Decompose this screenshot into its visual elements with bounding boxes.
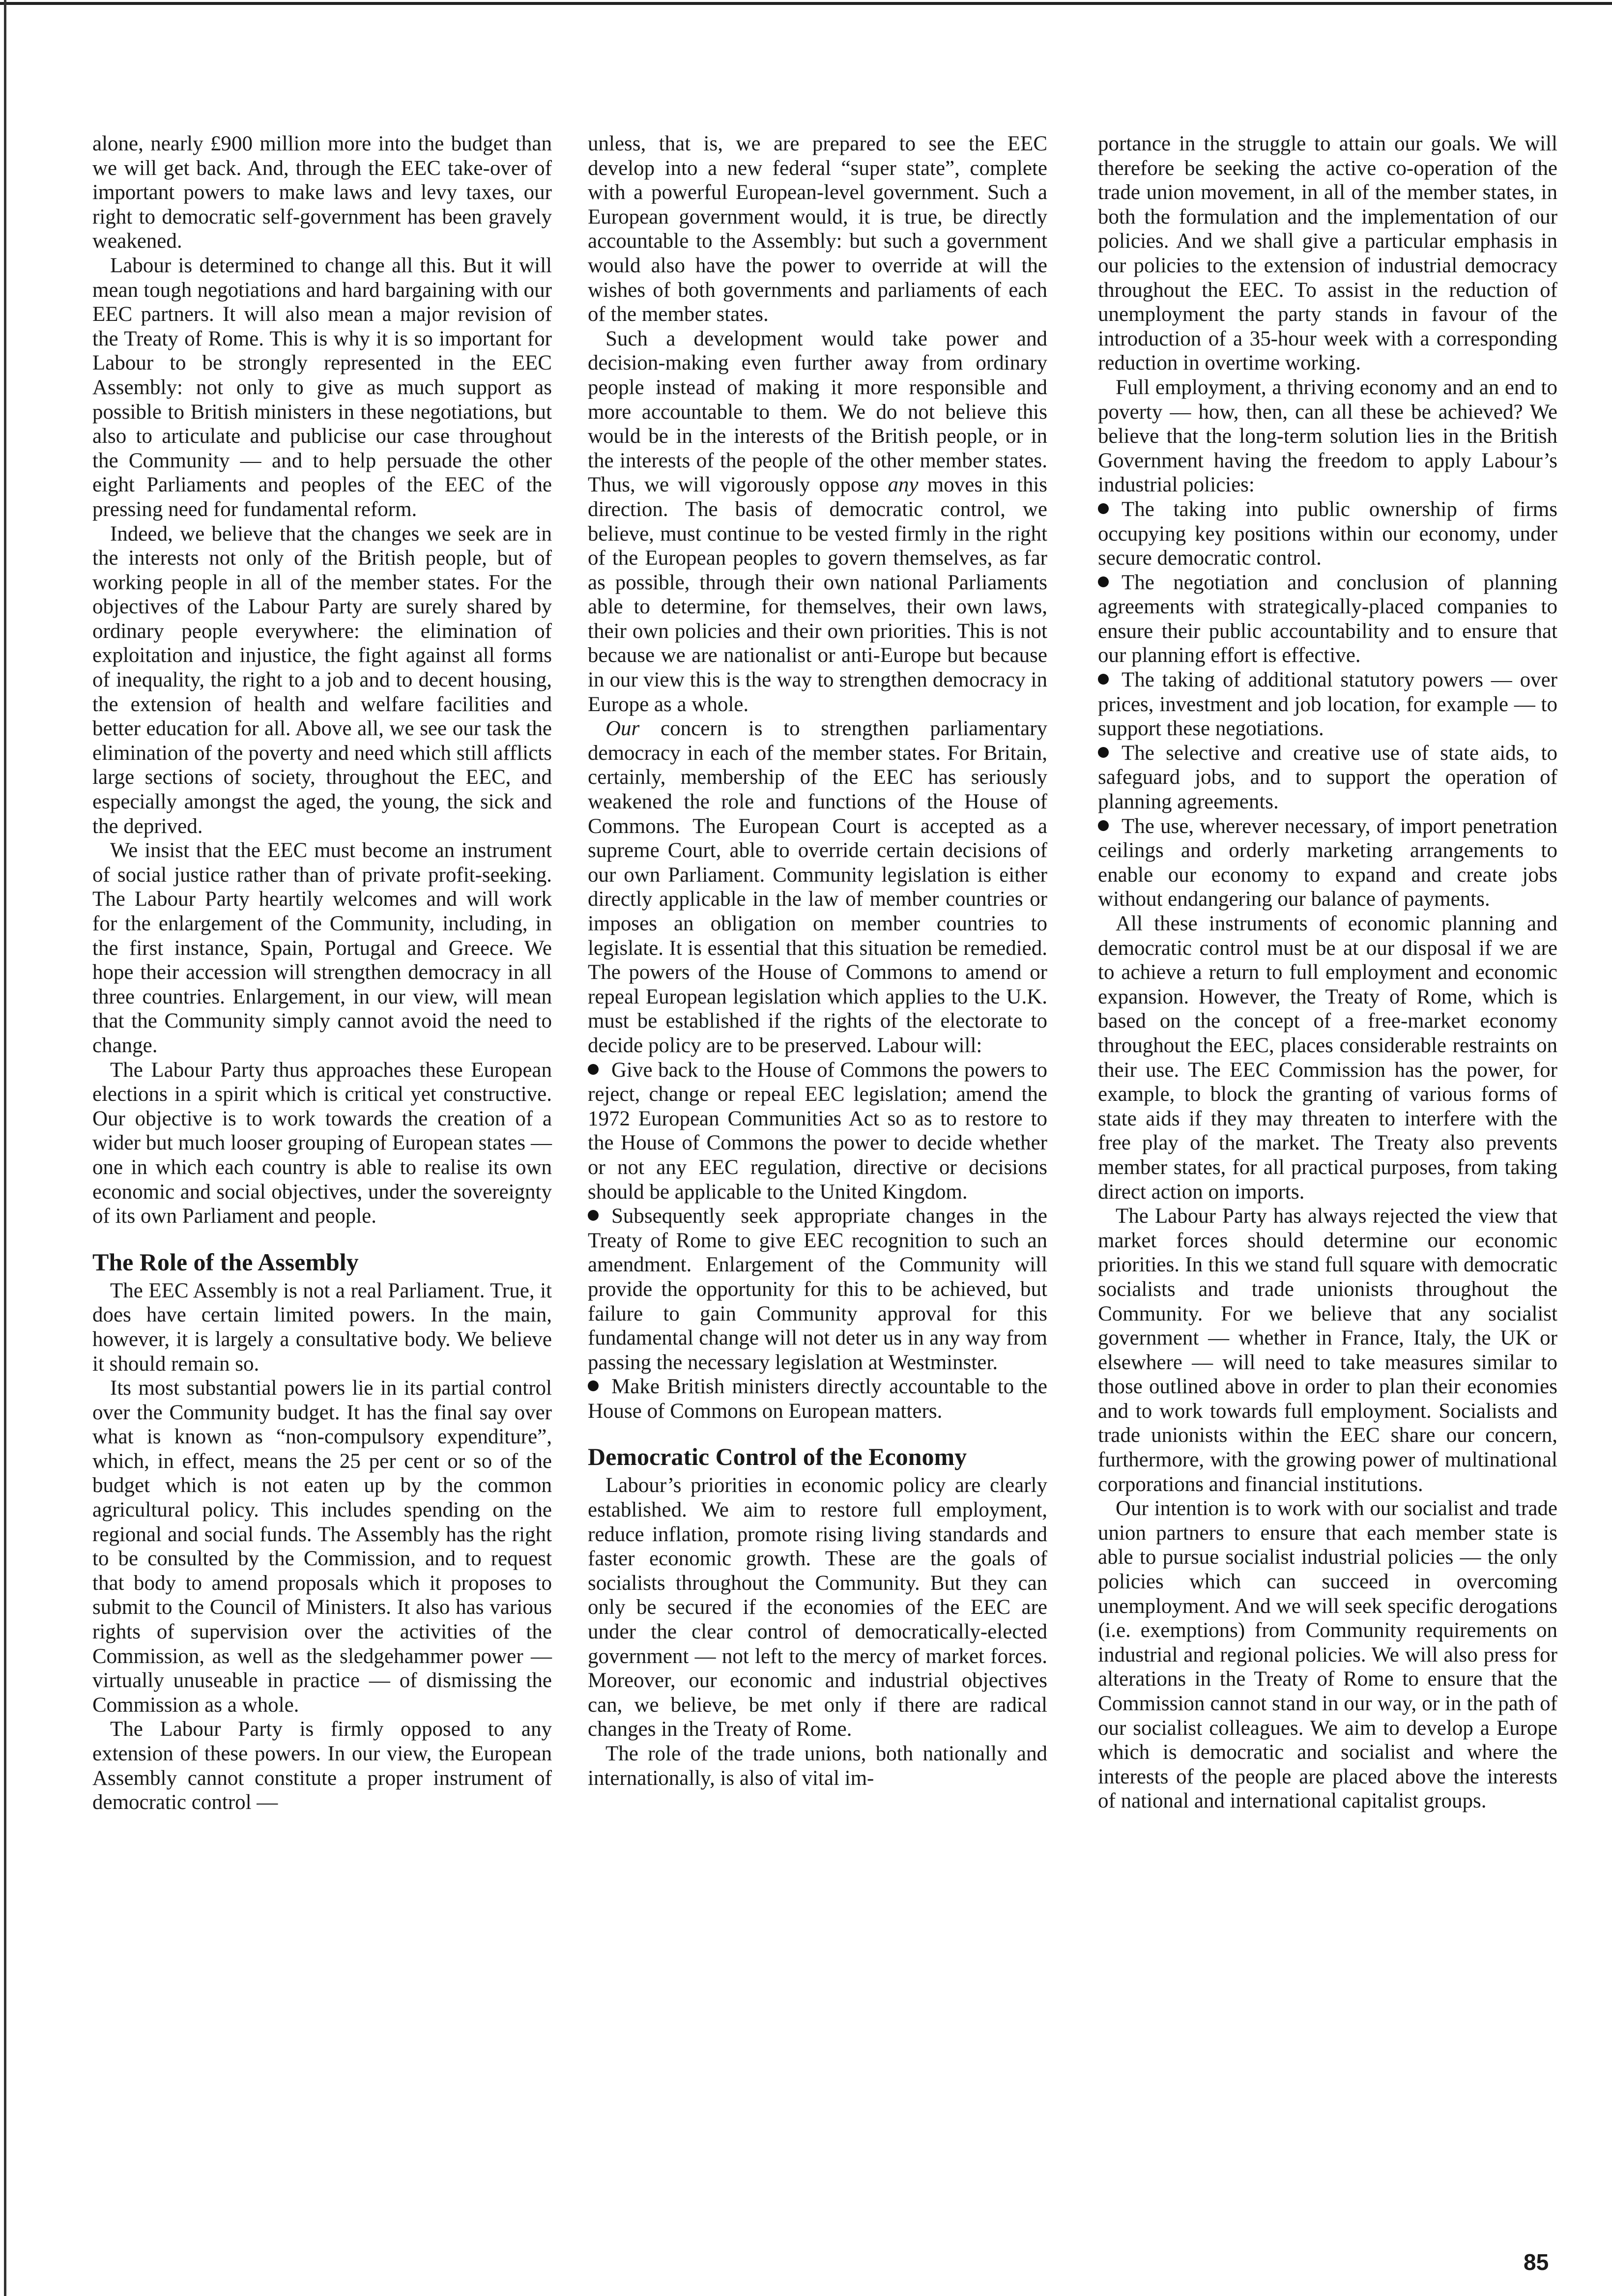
bullet-text: The selective and creative use of state aids, to safeguard jobs, and to support the operation of planning agreements.: [1098, 741, 1557, 814]
paragraph: Labour’s priorities in economic policy are clearly established. We aim to restore full employment, reduce inflation, promote rising living standards and faster economic growth. These are the goals of socialists throughout the Community. But they can only be secured if the economies of the EEC are under the clear control of democratically-elected government — not left to the mercy of market forces. Moreover, our economic and industrial objectives can, we believe, be met only if there are radical changes in the Treaty of Rome.: [588, 1474, 1047, 1741]
emphasis-text: Our: [605, 717, 640, 741]
bullet-text: Make British ministers directly accountable to the House of Commons on European matters.: [588, 1375, 1047, 1423]
bullet-item: [1098, 497, 1557, 571]
text-column-1: [92, 132, 552, 1815]
paragraph: Its most substantial powers lie in its partial control over the Community budget. It has the final say over what is known as “non-compulsory expenditure”, which, in effect, means the 25 per cent or so of the budget which is not eaten up by the common agricultural policy. This includes spending on the regional and social funds. The Assembly has the right to be consulted by the Commission, and to request that body to amend proposals which it proposes to submit to the Council of Ministers. It also has various rights of supervision over the activities of the Commission, as well as the sledgehammer power — virtually unuseable in practice — of dismissing the Commission as a whole.: [92, 1377, 552, 1717]
bullet-item: [588, 1375, 1047, 1423]
bullet-text: The taking into public ownership of firms occupying key positions within our economy, under secure democratic control.: [1098, 497, 1557, 570]
paragraph: portance in the struggle to attain our goals. We will therefore be seeking the active co-operation of the trade union movement, in all of the member states, in both the formulation and the implementation of our policies. And we shall give a particular emphasis in our policies to the extension of industrial democracy throughout the EEC. To assist in the reduction of unemployment the party stands in favour of the introduction of a 35-hour week with a corresponding reduction in overtime working.: [1098, 132, 1557, 375]
bullet-icon: [1098, 747, 1109, 758]
paragraph: Our intention is to work with our socialist and trade union partners to ensure that each member state is able to pursue socialist industrial policies — the only policies which can succeed in overcoming unemployment. And we will seek specific derogations (i.e. exemptions) from Community requirements on industrial and regional policies. We will also press for alterations in the Treaty of Rome to ensure that the Commission cannot stand in our way, or in the path of our socialist colleagues. We aim to develop a Europe which is democratic and socialist and where the interests of the people are placed above the interests of national and international capitalist groups.: [1098, 1497, 1557, 1813]
paragraph: All these instruments of economic planning and democratic control must be at our disposal if we are to achieve a return to full employment and economic expansion. However, the Treaty of Rome, which is based on the concept of a free-market economy throughout the EEC, places considerable restraints on their use. The EEC Commission has the power, for example, to block the granting of various forms of state aids if they may threaten to interfere with the free play of the market. The Treaty also prevents member states, for all practical purposes, from taking direct action on imports.: [1098, 912, 1557, 1204]
bullet-icon: [588, 1210, 599, 1221]
text-column-3: [1098, 132, 1557, 1813]
bullet-icon: [1098, 674, 1109, 685]
bullet-icon: [588, 1380, 599, 1391]
bullet-text: The negotiation and conclusion of planning agreements with strategically-placed companies to ensure their public accountability and to ensure that our planning effort is effective.: [1098, 571, 1557, 667]
bullet-item: [1098, 668, 1557, 741]
bullet-text: The taking of additional statutory powers — over prices, investment and job location, for example — to support these negotiations.: [1098, 668, 1557, 741]
paragraph: We insist that the EEC must become an instrument of social justice rather than of private profit-seeking. The Labour Party heartily welcomes and will work for the enlargement of the Community, including, in the first instance, Spain, Portugal and Greece. We hope their accession will strengthen democracy in all three countries. Enlargement, in our view, will mean that the Community simply cannot avoid the need to change.: [92, 839, 552, 1057]
paragraph: The role of the trade unions, both nationally and internationally, is also of vital im-: [588, 1742, 1047, 1790]
paragraph: Full employment, a thriving economy and an end to poverty — how, then, can all these be achieved? We believe that the long-term solution lies in the British Government having the freedom to apply Labour’s industrial policies:: [1098, 375, 1557, 497]
bullet-item: [1098, 814, 1557, 912]
bullet-icon: [1098, 576, 1109, 587]
bullet-icon: [1098, 503, 1109, 514]
emphasis-text: any: [888, 473, 919, 497]
left-border-rule: [4, 0, 6, 2296]
top-border-rule: [0, 2, 1612, 5]
section-heading-role-of-assembly: The Role of the Assembly: [92, 1248, 359, 1276]
bullet-item: [588, 1058, 1047, 1205]
paragraph-text: moves in this direction. The basis of democratic control, we believe, must continue to be vested firmly in the right of the European peoples to govern themselves, as far as possible, through their own national Parliaments able to determine, for themselves, their own laws, their own policies and their own priorities. This is not because we are nationalist or anti-Europe but because in our view this is the way to strengthen democracy in Europe as a whole.: [588, 473, 1047, 716]
bullet-text: Subsequently seek appropriate changes in the Treaty of Rome to give EEC recognition to such an amendment. Enlargement of the Community will provide the opportunity for this to be achieved, but failure to gain Community approval for this fundamental change will not deter us in any way from passing the necessary legislation at Westminster.: [588, 1205, 1047, 1374]
bullet-text: The use, wherever necessary, of import penetration ceilings and orderly marketing arrangements to enable our economy to expand and create jobs without endangering our balance of payments.: [1098, 814, 1557, 911]
paragraph-text: concern is to strengthen parliamentary democracy in each of the member states. For Britain, certainly, membership of the EEC has seriously weakened the role and functions of the House of Commons. The European Court is accepted as a supreme Court, able to override certain decisions of our own Parliament. Community legislation is either directly applicable in the law of member countries or imposes an obligation on member countries to legislate. It is essential that this situation be remedied. The powers of the House of Commons to amend or repeal European legislation which applies to the U.K. must be established if the rights of the electorate to decide policy are to be preserved. Labour will:: [588, 717, 1047, 1057]
bullet-icon: [588, 1064, 599, 1075]
paragraph: Indeed, we believe that the changes we seek are in the interests not only of the British people, but of working people in all of the member states. For the objectives of the Labour Party are surely shared by ordinary people everywhere: the elimination of exploitation and injustice, the fight against all forms of inequality, the right to a job and to decent housing, the extension of health and welfare facilities and better education for all. Above all, we see our task the elimination of the poverty and need which still afflicts large sections of society, throughout the EEC, and especially amongst the aged, the young, the sick and the deprived.: [92, 522, 552, 838]
paragraph: [588, 717, 1047, 1058]
paragraph: The Labour Party is firmly opposed to any extension of these powers. In our view, the European Assembly cannot constitute a proper instrument of democratic control —: [92, 1718, 552, 1814]
text-column-2: [588, 132, 1047, 1790]
bullet-item: [588, 1204, 1047, 1375]
bullet-text: Give back to the House of Commons the powers to reject, change or repeal EEC legislation; amend the 1972 European Communities Act so as to restore to the House of Commons the power to decide whether or not any EEC regulation, directive or decisions should be applicable to the United Kingdom.: [588, 1058, 1047, 1204]
paragraph: [588, 327, 1047, 717]
section-heading-democratic-control: Democratic Control of the Economy: [588, 1443, 967, 1471]
page-number: 85: [1524, 2249, 1549, 2275]
paragraph: The Labour Party thus approaches these European elections in a spirit which is critical yet constructive. Our objective is to work towards the creation of a wider but much looser grouping of European states — one in which each country is able to realise its own economic and social objectives, under the sovereignty of its own Parliament and people.: [92, 1058, 552, 1228]
paragraph: alone, nearly £900 million more into the budget than we will get back. And, through the EEC take-over of important powers to make laws and levy taxes, our right to democratic self-government has been gravely weakened.: [92, 132, 552, 253]
paragraph: Labour is determined to change all this. But it will mean tough negotiations and hard bargaining with our EEC partners. It will also mean a major revision of the Treaty of Rome. This is why it is so important for Labour to be strongly represented in the EEC Assembly: not only to give as much support as possible to British ministers in these negotiations, but also to articulate and publicise our case throughout the Community — and to help persuade the other eight Parliaments and peoples of the EEC of the pressing need for fundamental reform.: [92, 254, 552, 521]
bullet-item: [1098, 741, 1557, 814]
bullet-item: [1098, 571, 1557, 668]
paragraph: The Labour Party has always rejected the view that market forces should determine our economic priorities. In this we stand full square with democratic socialists and trade unionists throughout the Community. For we believe that any socialist government — whether in France, Italy, the UK or elsewhere — will need to take measures similar to those outlined above in order to plan their economies and to work towards full employment. Socialists and trade unionists within the EEC share our concern, furthermore, with the growing power of multinational corporations and financial institutions.: [1098, 1205, 1557, 1496]
paragraph: The EEC Assembly is not a real Parliament. True, it does have certain limited powers. In the main, however, it is largely a consultative body. We believe it should remain so.: [92, 1279, 552, 1376]
bullet-icon: [1098, 820, 1109, 831]
paragraph-text: Such a development would take power and decision-making even further away from ordinary people instead of making it more responsible and more accountable to them. We do not believe this would be in the interests of the British people, or in the interests of the people of the other member states. Thus, we will vigorously oppose: [588, 327, 1047, 497]
paragraph: unless, that is, we are prepared to see the EEC develop into a new federal “super state”, complete with a powerful European-level government. Such a European government would, it is true, be directly accountable to the Assembly: but such a government would also have the power to override at will the wishes of both governments and parliaments of each of the member states.: [588, 132, 1047, 326]
